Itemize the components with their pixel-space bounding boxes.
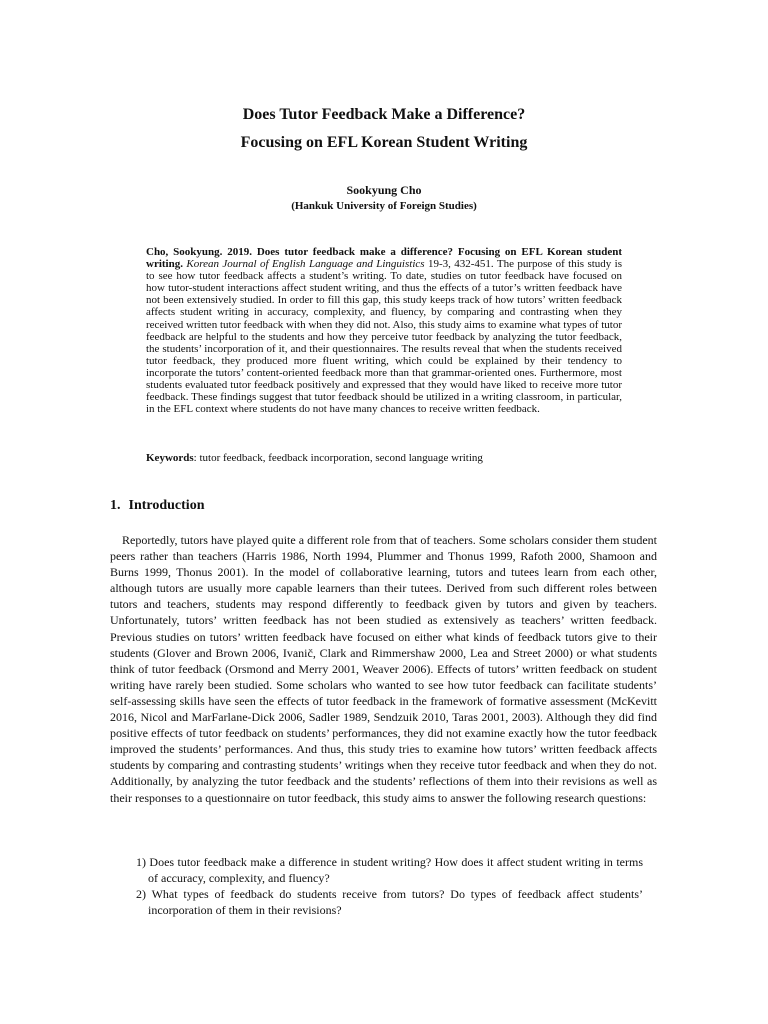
research-question-1: 1) Does tutor feedback make a difference in student writing? How does it affect student writing in terms of accuracy, complexity, and fluency? <box>136 855 643 885</box>
keywords-text: : tutor feedback, feedback incorporation, second language writing <box>193 452 483 464</box>
section-number: 1. <box>110 498 121 513</box>
abstract-body: The purpose of this study is to see how tutor feedback affects a student’s writing. To date, studies on tutor feedback have focused on how tutor-student interactions affect student writing, and thus the effects of a tutor’s written feedback have not been extensively studied. In order to fill this gap, this study keeps track of how tutors’ written feedback affects student writing in accuracy, complexity, and fluency, by comparing and contrasting when they received written tutor feedback with when they did not. Also, this study aims to examine what types of tutor feedback are helpful to the students and how they perceive tutor feedback by analyzing the tutor feedback, the students’ incorporation of it, and their questionnaires. The results reveal that when the students received tutor feedback, they produced more fluent writing, which could be explained by their tendency to incorporate the tutors’ content-oriented feedback more than that grammar-oriented ones. Furthermore, most students evaluated tutor feedback positively and expressed that they would have liked to receive more tutor feedback. These findings suggest that tutor feedback should be utilized in a writing classroom, in particular, in the EFL context where students do not have many chances to receive written feedback. <box>146 258 623 416</box>
section-heading <box>110 497 204 515</box>
section-title: Introduction <box>128 498 205 513</box>
introduction-paragraph: Reportedly, tutors have played quite a different role from that of teachers. Some scholars consider them student peers rather than teachers (Harris 1986, North 1994, Plummer and Thonus 1999, Rafoth 2000, Shamoon and Burns 1999, Thonus 2001). In the model of collaborative learning, tutors and tutees learn from each other, although tutors are usually more capable learners than their tutees. Derived from such different roles between tutors and teachers, students may respond differently to feedback given by tutors and given by teachers. Unfortunately, tutors’ written feedback has not been studied as extensively as teachers’ written feedback. Previous studies on tutors’ written feedback have focused on either what kinds of feedback tutors give to their students (Glover and Brown 2006, Ivanič, Clark and Rimmershaw 2000, Lea and Street 2000) or what students think of tutor feedback (Orsmond and Merry 2001, Weaver 2006). Effects of tutors’ written feedback on student writing have rarely been studied. Some scholars who wanted to see how tutor feedback can facilitate students’ self-assessing skills have seen the effects of tutor feedback in the framework of formative assessment (McKevitt 2016, Nicol and MarFarlane-Dick 2006, Sadler 1989, Sendzuik 2010, Taras 2001, 2003). Although they did find positive effects of tutor feedback on students’ performances, they did not examine exactly how the tutor feedback improved the students’ performances. And thus, this study tries to examine how tutors’ written feedback affects students by comparing and contrasting students’ writings when they receive tutor feedback and when they do not. Additionally, by analyzing the tutor feedback and the students’ reflections of them into their revisions as well as their responses to a questionnaire on tutor feedback, this study aims to answer the following research questions: <box>110 533 657 805</box>
keywords-label: Keywords <box>146 452 194 464</box>
author-affiliation: (Hankuk University of Foreign Studies) <box>291 200 477 212</box>
research-question-2: 2) What types of feedback do students receive from tutors? Do types of feedback affect students’ incorporation of them in their revisions? <box>136 887 643 917</box>
paper-title: Does Tutor Feedback Make a Difference? <box>242 106 526 123</box>
keywords <box>146 451 622 465</box>
journal-name: Korean Journal of English Language and Linguistics <box>186 258 425 271</box>
abstract-citation: Cho, Sookyung. 2019. Does tutor feedback make a difference? Focusing on EFL Korean student writing. <box>146 246 622 271</box>
volume-pages: 19-3, 432-451. <box>424 258 494 271</box>
paper-subtitle: Focusing on EFL Korean Student Writing <box>240 134 528 151</box>
author-name: Sookyung Cho <box>346 183 422 197</box>
abstract <box>146 246 622 415</box>
